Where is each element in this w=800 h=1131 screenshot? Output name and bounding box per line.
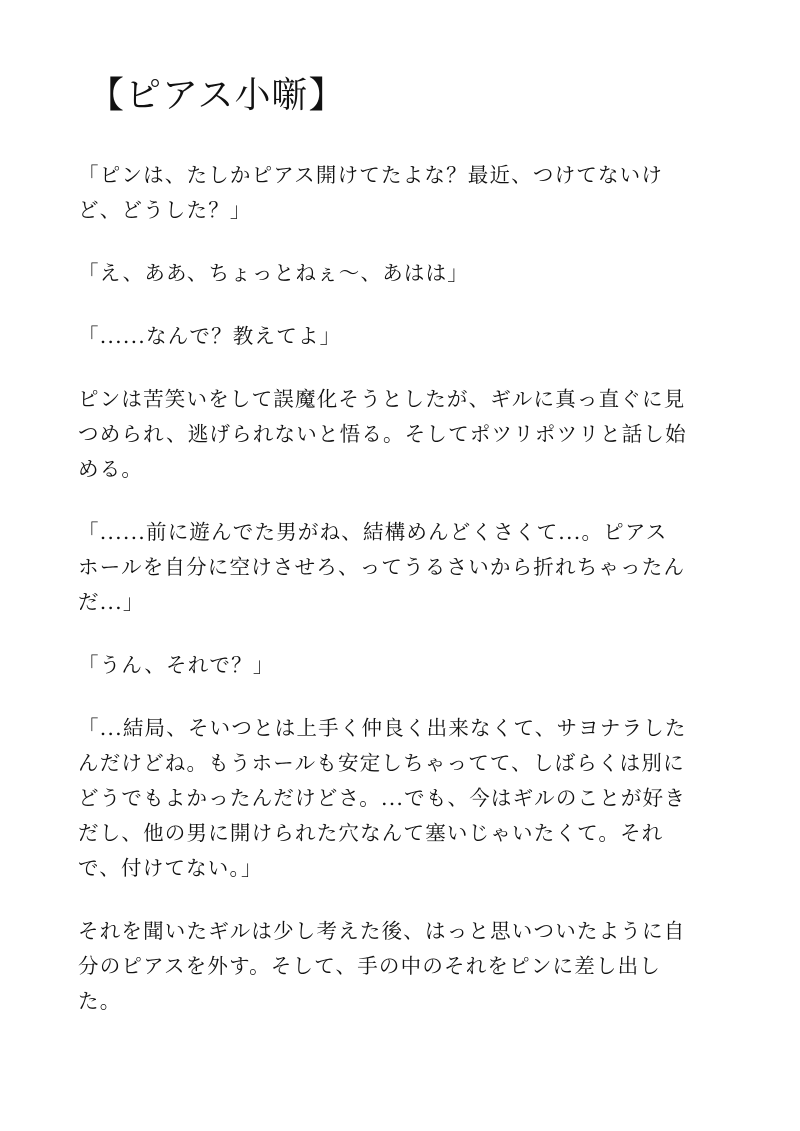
text-line: ど、どうした？」	[78, 198, 252, 222]
text-line: 「......前に遊んでた男がね、結構めんどくさくて...。ピアス	[78, 520, 668, 544]
text-line: つめられ、逃げられないと悟る。そしてポツリポツリと話し始	[78, 422, 687, 446]
paragraph-6	[78, 648, 728, 683]
text-line: た。	[78, 989, 122, 1013]
page-title: 【ピアス小噺】	[88, 75, 346, 116]
text-line: で、付けてない。」	[78, 856, 263, 880]
text-line: それを聞いたギルは少し考えた後、はっと思いついたように自	[78, 919, 686, 943]
paragraph-7	[78, 711, 728, 886]
text-line: 「......なんで？教えてよ」	[78, 324, 342, 348]
paragraph-8	[78, 914, 728, 1019]
text-line: んだけどね。もうホールも安定しちゃってて、しばらくは別に	[78, 751, 685, 775]
paragraph-4	[78, 382, 728, 487]
text-line: 「え、ああ、ちょっとねぇ〜、あはは」	[78, 261, 470, 285]
paragraph-1	[78, 158, 728, 228]
story-body	[78, 158, 728, 1047]
text-line: 「ピンは、たしかピアス開けてたよな？最近、つけてないけ	[78, 163, 664, 187]
text-line: 「...結局、そいつとは上手く仲良く出来なくて、サヨナラした	[78, 716, 687, 740]
text-line: 「うん、それで？」	[78, 653, 275, 677]
paragraph-3	[78, 319, 728, 354]
text-line: だし、他の男に開けられた穴なんて塞いじゃいたくて。それ	[78, 821, 664, 845]
text-line: ピンは苦笑いをして誤魔化そうとしたが、ギルに真っ直ぐに見	[78, 387, 686, 411]
text-line: だ...」	[78, 590, 145, 614]
text-line: める。	[78, 457, 144, 481]
paragraph-5	[78, 515, 728, 620]
paragraph-2	[78, 256, 728, 291]
text-line: ホールを自分に空けさせろ、ってうるさいから折れちゃったん	[78, 555, 686, 579]
text-line: どうでもよかったんだけどさ。...でも、今はギルのことが好き	[78, 786, 687, 810]
text-line: 分のピアスを外す。そして、手の中のそれをピンに差し出し	[78, 954, 662, 978]
